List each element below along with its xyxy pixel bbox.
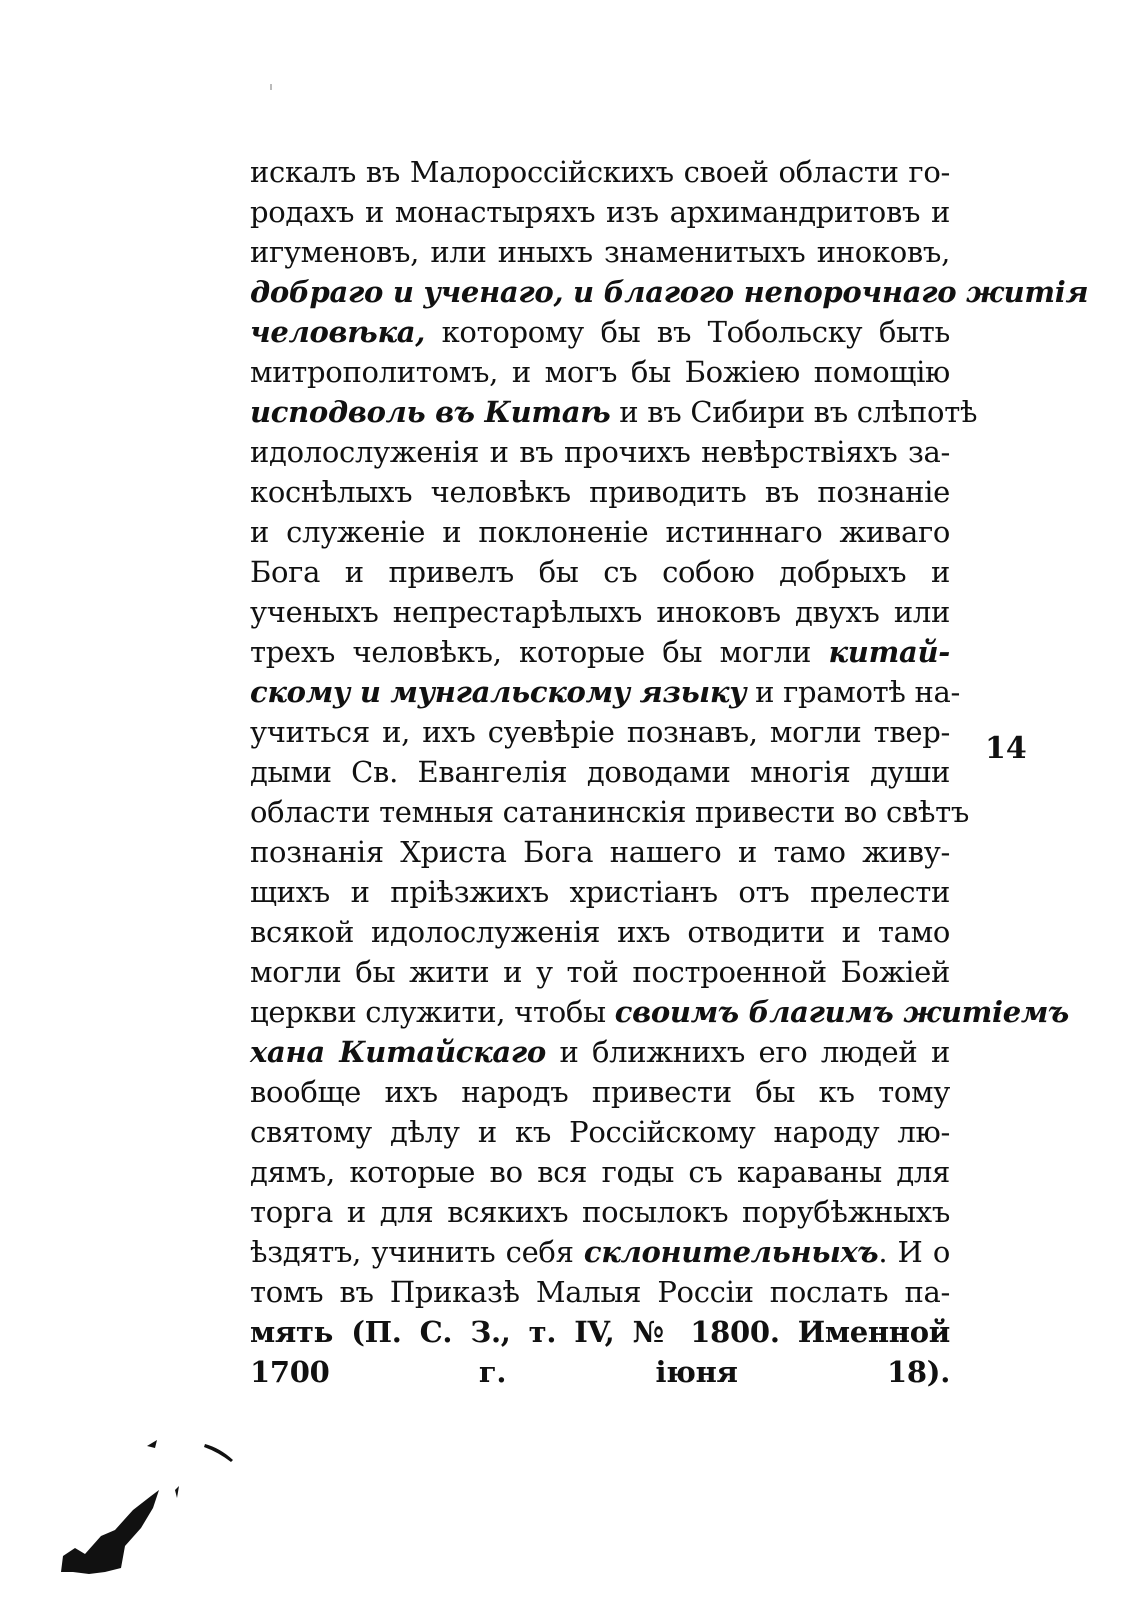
body-text: вообще ихъ народъ привести бы къ тому xyxy=(250,1075,950,1109)
body-text: . И о xyxy=(878,1235,950,1269)
body-text: коснѣлыхъ человѣкъ приводить въ познаніе xyxy=(250,475,950,509)
emphasized-text: 1700 г. іюня 18). xyxy=(250,1355,950,1389)
body-text: торга и для всякихъ посылокъ порубѣжныхъ xyxy=(250,1195,950,1229)
body-text: идолослуженія и въ прочихъ невѣрствіяхъ за- xyxy=(250,435,950,469)
body-text: родахъ и монастыряхъ изъ архимандритовъ и xyxy=(250,195,950,229)
text-line xyxy=(250,752,950,792)
text-line xyxy=(250,152,950,192)
body-text: митрополитомъ, и могъ бы Божіею помощію xyxy=(250,355,950,389)
emphasized-text: добраго и ученаго, и благого непорочнаго житія xyxy=(250,275,1089,309)
page-number: 14 xyxy=(985,731,1027,766)
emphasized-text: китай- xyxy=(828,635,950,669)
body-text: Бога и привелъ бы съ собою добрыхъ и xyxy=(250,555,950,589)
text-line xyxy=(250,1072,950,1112)
text-line xyxy=(250,552,950,592)
text-line xyxy=(250,872,950,912)
text-line xyxy=(250,1312,950,1352)
body-text: святому дѣлу и къ Россійскому народу лю- xyxy=(250,1115,950,1149)
body-text: области темныя сатанинскія привести во свѣтъ xyxy=(250,795,970,829)
text-line xyxy=(250,232,950,272)
body-text: и грамотѣ на- xyxy=(746,675,961,709)
text-line xyxy=(250,312,950,352)
body-text: и ближнихъ его людей и xyxy=(545,1035,950,1069)
text-line xyxy=(250,952,950,992)
text-line xyxy=(250,1032,950,1072)
text-line xyxy=(250,272,1089,312)
text-line xyxy=(250,672,961,712)
body-text: церкви служити, чтобы xyxy=(250,995,615,1029)
body-text: и служеніе и поклоненіе истиннаго живаго xyxy=(250,515,950,549)
text-line xyxy=(250,1152,950,1192)
text-line xyxy=(250,592,950,632)
body-text: и въ Сибири въ слѣпотѣ xyxy=(610,395,978,429)
body-text: томъ въ Приказѣ Малыя Россіи послать па- xyxy=(250,1275,950,1309)
body-text: учиться и, ихъ суевѣріе познавъ, могли твер- xyxy=(250,715,950,749)
text-line xyxy=(250,632,950,672)
emphasized-text: склонительныхъ xyxy=(583,1235,879,1269)
text-line xyxy=(250,1232,950,1272)
emphasized-text: человѣка, xyxy=(250,315,426,349)
emphasized-text: хана Китайскаго xyxy=(250,1035,546,1069)
body-text: познанія Христа Бога нашего и тамо живу- xyxy=(250,835,950,869)
text-line xyxy=(250,392,978,432)
text-line xyxy=(250,432,950,472)
text-line xyxy=(250,792,970,832)
text-line xyxy=(250,992,1069,1032)
emphasized-text: исподволь въ Китаѣ xyxy=(250,395,611,429)
text-line xyxy=(250,472,950,512)
scan-artifact xyxy=(55,1438,235,1588)
text-line xyxy=(250,1112,950,1152)
body-text: трехъ человѣкъ, которые бы могли xyxy=(250,635,829,669)
text-line xyxy=(250,1272,950,1312)
text-line xyxy=(250,1352,950,1392)
text-line xyxy=(250,512,950,552)
body-text: дямъ, которые во вся годы съ караваны для xyxy=(250,1155,950,1189)
body-text: могли бы жити и у той построенной Божіей xyxy=(250,955,950,989)
body-text: щихъ и пріѣзжихъ христіанъ отъ прелести xyxy=(250,875,950,909)
emphasized-text: скому и мунгальскому языку xyxy=(250,675,747,709)
text-line xyxy=(250,912,950,952)
text-line xyxy=(250,712,950,752)
text-line xyxy=(250,352,950,392)
body-text: игуменовъ, или иныхъ знаменитыхъ иноковъ, xyxy=(250,235,950,269)
text-line xyxy=(250,832,950,872)
body-text: ѣздятъ, учинить себя xyxy=(250,1235,584,1269)
body-text: искалъ въ Малороссійскихъ своей области го- xyxy=(250,155,950,189)
body-text: которому бы въ Тобольску быть xyxy=(425,315,950,349)
text-line xyxy=(250,192,950,232)
emphasized-text: своимъ благимъ житіемъ xyxy=(614,995,1069,1029)
body-text: ученыхъ непрестарѣлыхъ иноковъ двухъ или xyxy=(250,595,950,629)
emphasized-text: мять (П. С. З., т. IV, № 1800. Именной xyxy=(250,1315,950,1349)
text-line xyxy=(250,1192,950,1232)
body-text: дыми Св. Евангелія доводами многія души xyxy=(250,755,950,789)
scan-speck xyxy=(270,84,272,90)
body-text: всякой идолослуженія ихъ отводити и тамо xyxy=(250,915,950,949)
